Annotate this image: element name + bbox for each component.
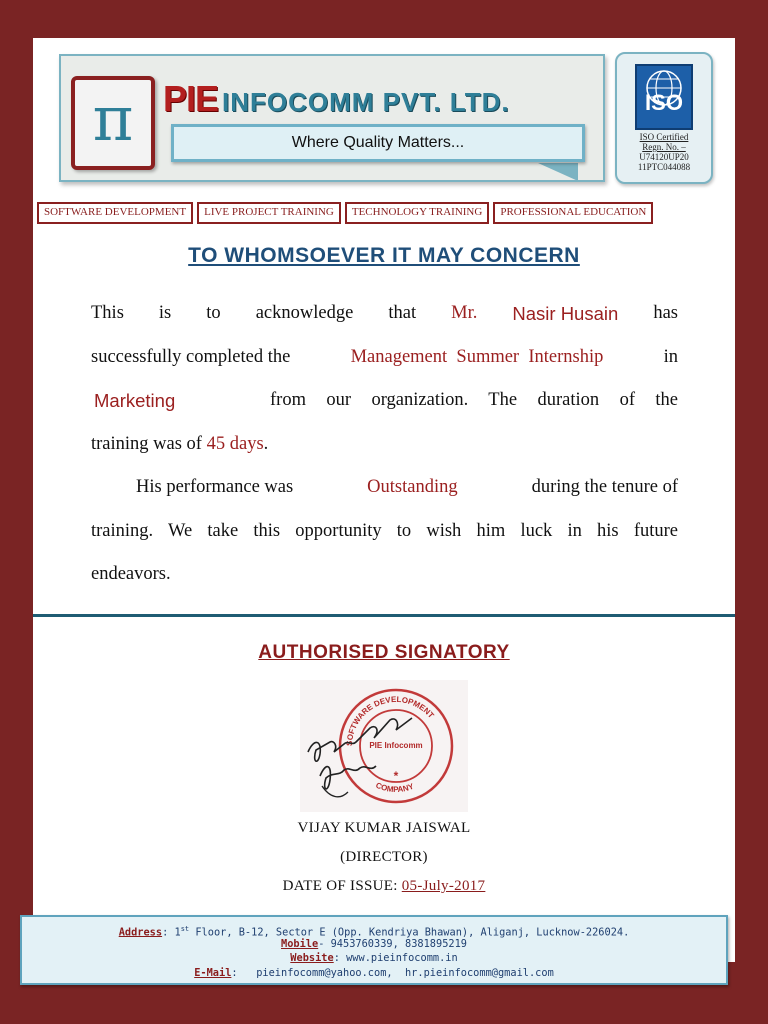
tagline-box bbox=[171, 124, 585, 162]
company-stamp-icon bbox=[300, 680, 468, 812]
letter-line-6 bbox=[91, 510, 678, 554]
signatory-heading-text: AUTHORISED SIGNATORY bbox=[258, 642, 510, 663]
footer-mobile bbox=[22, 937, 726, 952]
footer-email bbox=[22, 966, 726, 981]
website-url[interactable]: : www.pieinfocomm.in bbox=[333, 952, 458, 964]
letter-word: This bbox=[91, 303, 124, 323]
iso-certified-label: ISO Certified bbox=[639, 132, 689, 142]
letter-word: is bbox=[158, 303, 172, 323]
iso-certification-box bbox=[615, 52, 713, 184]
tagline: Where Quality Matters... bbox=[291, 134, 465, 151]
company-name-pie: PIE bbox=[163, 78, 219, 119]
iso-badge-text: ISO bbox=[645, 90, 683, 115]
signatory-role: (DIRECTOR) bbox=[340, 849, 428, 865]
letter-line-7 bbox=[91, 553, 678, 597]
address-label: Address bbox=[118, 926, 163, 939]
recipient-salutation: Mr. bbox=[451, 303, 478, 323]
stamp-center-text: PIE Infocomm bbox=[369, 741, 423, 750]
pi-symbol: π bbox=[92, 82, 134, 155]
letter-title bbox=[33, 244, 735, 268]
letter-text: from our organization. The duration of the bbox=[270, 390, 678, 410]
letter-text: . bbox=[263, 433, 269, 454]
letter-line-5 bbox=[91, 466, 678, 510]
recipient-name: Nasir Husain bbox=[512, 303, 619, 324]
letter-text: training. We take this opportunity to wish him luck in his future bbox=[91, 520, 678, 541]
certificate-page bbox=[33, 38, 735, 962]
signatory-name: VIJAY KUMAR JAISWAL bbox=[297, 820, 471, 836]
service-live-project-training: LIVE PROJECT TRAINING bbox=[197, 202, 341, 224]
iso-logo bbox=[635, 64, 693, 130]
letter-word: that bbox=[388, 303, 417, 323]
issue-date-value: 05-July-2017 bbox=[401, 878, 486, 894]
email-addresses[interactable]: : pieinfocomm@yahoo.com, hr.pieinfocomm@gmail.com bbox=[231, 966, 554, 979]
letter-line-2 bbox=[91, 336, 678, 380]
banner-tail bbox=[538, 163, 578, 181]
signature-and-stamp bbox=[300, 680, 468, 812]
company-name bbox=[163, 78, 510, 120]
service-technology-training: TECHNOLOGY TRAINING bbox=[345, 202, 489, 224]
iso-regn-number-1: U74120UP20 bbox=[639, 152, 689, 162]
service-professional-education: PROFESSIONAL EDUCATION bbox=[493, 202, 653, 224]
mobile-label: Mobile bbox=[281, 937, 319, 950]
footer-website bbox=[22, 951, 726, 966]
letter-text: His performance was bbox=[136, 477, 294, 497]
pi-logo bbox=[71, 76, 155, 170]
website-label: Website bbox=[290, 952, 334, 964]
service-software-development: SOFTWARE DEVELOPMENT bbox=[37, 202, 193, 224]
performance-rating: Outstanding bbox=[367, 477, 458, 497]
svg-text:*: * bbox=[393, 769, 399, 783]
letter-word: acknowledge bbox=[255, 303, 354, 323]
iso-regn-label: Regn. No. – bbox=[642, 142, 686, 152]
letter-word: to bbox=[206, 303, 221, 323]
letter-word: has bbox=[653, 303, 678, 323]
iso-regn-number-2: 11PTC044088 bbox=[637, 162, 691, 172]
address-text: 1 bbox=[174, 926, 181, 939]
letter-word: in bbox=[663, 346, 678, 367]
letter-body bbox=[91, 292, 678, 597]
stamp-bottom-text: COMPANY bbox=[374, 780, 415, 795]
footer-address: Address: 1st Floor, B-12, Sector E (Opp. Kendriya Bhawan), Aliganj, Lucknow-226024. bbox=[118, 925, 630, 939]
letter-text: successfully completed the bbox=[91, 346, 291, 367]
program-name: Management Summer Internship bbox=[350, 346, 604, 367]
stamp-top-text: SOFTWARE DEVELOPMENT bbox=[344, 694, 436, 747]
letter-text: training was of bbox=[91, 433, 202, 454]
email-label: E-Mail bbox=[194, 966, 232, 979]
footer-contact bbox=[20, 915, 728, 985]
section-divider bbox=[33, 614, 735, 617]
letter-title-text: TO WHOMSOEVER IT MAY CONCERN bbox=[188, 244, 580, 267]
services-bar bbox=[37, 202, 719, 224]
signatory-heading bbox=[33, 642, 735, 664]
internship-field: Marketing bbox=[94, 390, 176, 411]
letter-line-1 bbox=[91, 292, 678, 336]
letter-text: during the tenure of bbox=[531, 477, 678, 497]
letter-text: endeavors. bbox=[91, 564, 171, 584]
letter-line-3 bbox=[91, 379, 678, 423]
address-sup: st bbox=[180, 925, 190, 933]
issue-date-label: DATE OF ISSUE: bbox=[282, 878, 398, 894]
training-duration: 45 days bbox=[206, 433, 264, 454]
company-name-rest: INFOCOMM PVT. LTD. bbox=[222, 87, 510, 117]
address-text: Floor, B-12, Sector E (Opp. Kendriya Bhawan), Aliganj, Lucknow-226024. bbox=[189, 926, 630, 939]
issue-date bbox=[33, 878, 735, 895]
mobile-numbers: - 9453760339, 8381895219 bbox=[318, 937, 467, 950]
letter-line-4 bbox=[91, 423, 678, 467]
